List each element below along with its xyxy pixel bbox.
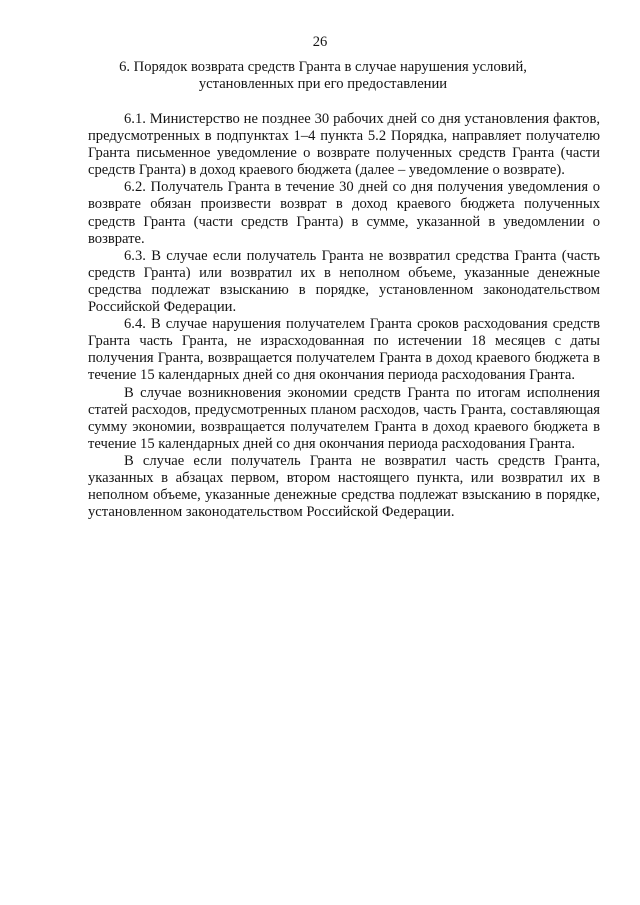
paragraph-6-4: 6.4. В случае нарушения получателем Гранта сроков расходования средств Гранта часть Гранта, не израсходованная по истечении 18 месяцев с даты получения Гранта, возвращается получателем Гранта в доход краевого бюджета в течение 15 календарных дней со дня окончания периода расходования Гранта.: [88, 316, 600, 384]
paragraph-6-4-recovery: В случае если получатель Гранта не возвратил часть средств Гранта, указанных в абзацах первом, втором настоящего пункта, или возвратил их в неполном объеме, указанные денежные средства подлежат взысканию в порядке, установленном законодательством Российской Федерации.: [88, 452, 600, 521]
paragraph-6-2: 6.2. Получатель Гранта в течение 30 дней со дня получения уведомления о возврате обязан произвести возврат в доход краевого бюджета полученных средств Гранта (части средств Гранта) в сумме, указанной в уведомлении о возврате.: [88, 179, 600, 247]
document-body: [88, 111, 600, 521]
paragraph-6-4-economy: В случае возникновения экономии средств Гранта по итогам исполнения статей расходов, предусмотренных планом расходов, часть Гранта, составляющая сумму экономии, возвращается получателем Гранта в доход краевого бюджета в течение 15 календарных дней со дня окончания периода расходования Гранта.: [88, 384, 600, 452]
page-number: 26: [312, 34, 328, 50]
paragraph-6-3: 6.3. В случае если получатель Гранта не возвратил средства Гранта (часть средств Гранта) или возвратил их в неполном объеме, указанные денежные средства подлежат взысканию в порядке, установленном законодательством Российской Федерации.: [88, 247, 600, 316]
section-heading-line: установленных при его предоставлении: [198, 76, 448, 93]
section-heading: [88, 59, 558, 93]
paragraph-6-1: 6.1. Министерство не позднее 30 рабочих дней со дня установления фактов, предусмотренных в подпунктах 1–4 пункта 5.2 Порядка, направляет получателю Гранта письменное уведомление о возврате полученных средств Гранта (части средств Гранта) в доход краевого бюджета (далее – уведомление о возврате).: [88, 111, 600, 179]
section-heading-line: 6. Порядок возврата средств Гранта в случае нарушения условий,: [119, 59, 527, 75]
